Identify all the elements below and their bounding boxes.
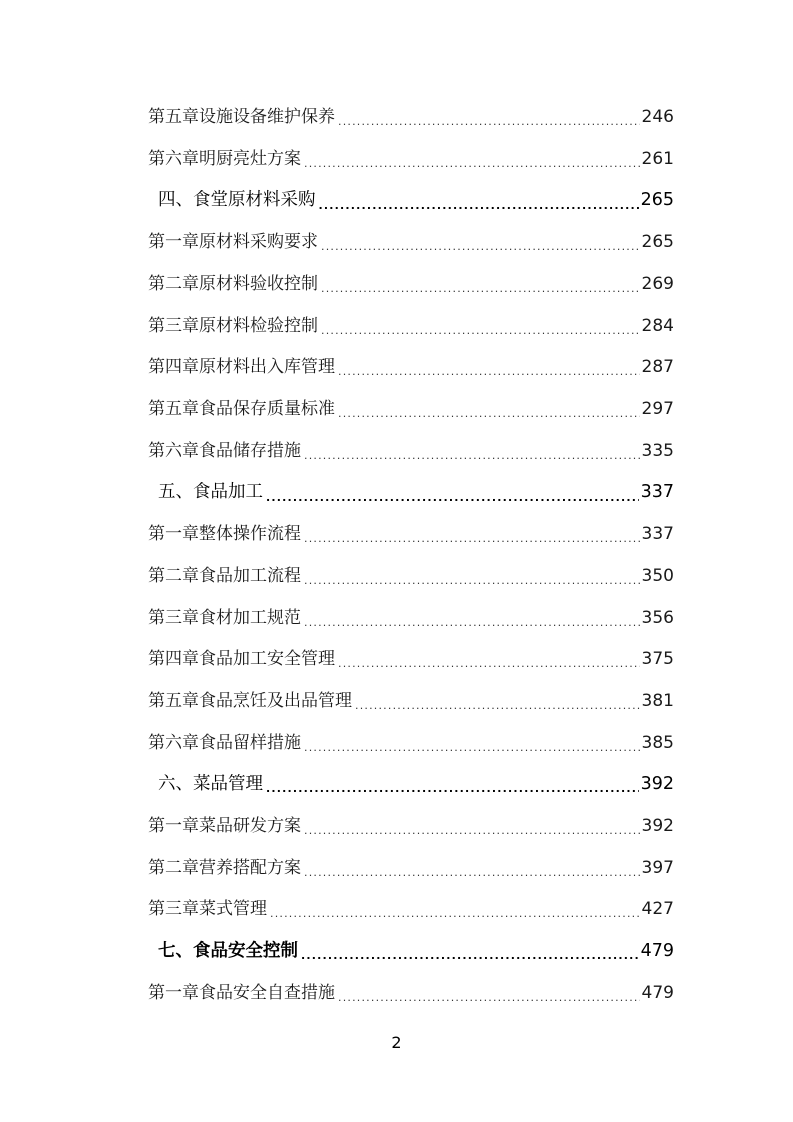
toc-section-entry[interactable] xyxy=(148,931,674,973)
toc-entry[interactable] xyxy=(148,97,674,139)
toc-dot-leader xyxy=(266,783,639,794)
toc-dot-leader xyxy=(304,867,640,878)
toc-dot-leader xyxy=(355,700,640,711)
toc-entry-page: 350 xyxy=(641,565,674,586)
toc-section-title: 七、食品安全控制 xyxy=(158,940,298,961)
toc-entry[interactable] xyxy=(148,847,674,889)
toc-entry-title: 第六章食品储存措施 xyxy=(148,440,301,461)
toc-entry[interactable] xyxy=(148,514,674,556)
toc-entry-title: 第四章原材料出入库管理 xyxy=(148,357,335,378)
toc-dot-leader xyxy=(304,575,640,586)
toc-entry-page: 337 xyxy=(640,482,674,503)
toc-entry-page: 284 xyxy=(641,315,674,336)
toc-dot-leader xyxy=(321,283,640,294)
toc-dot-leader xyxy=(266,492,639,503)
toc-entry-title: 第一章菜品研发方案 xyxy=(148,816,301,837)
toc-dot-leader xyxy=(338,366,640,377)
toc-entry-page: 265 xyxy=(640,190,674,211)
toc-entry-page: 265 xyxy=(641,232,674,253)
toc-entry-title: 第四章食品加工安全管理 xyxy=(148,649,335,670)
toc-section-entry[interactable] xyxy=(148,180,674,222)
toc-entry-title: 第五章设施设备维护保养 xyxy=(148,107,335,128)
toc-dot-leader xyxy=(304,617,640,628)
toc-entry-title: 第一章原材料采购要求 xyxy=(148,232,318,253)
toc-entry[interactable] xyxy=(148,972,674,1014)
toc-entry-title: 第三章食材加工规范 xyxy=(148,607,301,628)
toc-dot-leader xyxy=(321,241,640,252)
toc-dot-leader xyxy=(301,950,639,961)
page-number: 2 xyxy=(391,1033,402,1052)
toc-entry[interactable] xyxy=(148,556,674,598)
toc-entry-page: 479 xyxy=(641,982,674,1003)
toc-entry-page: 335 xyxy=(641,440,674,461)
toc-entry-title: 第二章原材料验收控制 xyxy=(148,274,318,295)
toc-entry[interactable] xyxy=(148,139,674,181)
toc-dot-leader xyxy=(338,992,640,1003)
toc-entry-page: 297 xyxy=(641,399,674,420)
toc-dot-leader xyxy=(304,450,640,461)
toc-entry[interactable] xyxy=(148,722,674,764)
toc-entry[interactable] xyxy=(148,305,674,347)
toc-entry[interactable] xyxy=(148,347,674,389)
toc-entry-page: 392 xyxy=(641,816,674,837)
toc-entry-page: 337 xyxy=(641,524,674,545)
toc-entry-title: 第六章明厨亮灶方案 xyxy=(148,149,301,170)
toc-entry-title: 第三章菜式管理 xyxy=(148,899,267,920)
toc-dot-leader xyxy=(338,116,640,127)
table-of-contents xyxy=(148,97,674,1014)
toc-entry-title: 第二章营养搭配方案 xyxy=(148,857,301,878)
toc-entry[interactable] xyxy=(148,806,674,848)
toc-entry[interactable] xyxy=(148,681,674,723)
toc-entry[interactable] xyxy=(148,389,674,431)
toc-entry-page: 427 xyxy=(641,899,674,920)
toc-dot-leader xyxy=(304,825,640,836)
toc-dot-leader xyxy=(270,908,640,919)
toc-entry-page: 356 xyxy=(641,607,674,628)
toc-entry[interactable] xyxy=(148,639,674,681)
toc-entry-title: 第一章食品安全自查措施 xyxy=(148,982,335,1003)
toc-dot-leader xyxy=(321,325,640,336)
toc-entry-page: 385 xyxy=(641,732,674,753)
toc-entry-title: 第六章食品留样措施 xyxy=(148,732,301,753)
toc-entry[interactable] xyxy=(148,597,674,639)
toc-entry-title: 第二章食品加工流程 xyxy=(148,565,301,586)
toc-entry[interactable] xyxy=(148,222,674,264)
toc-entry-page: 381 xyxy=(641,690,674,711)
toc-entry-page: 392 xyxy=(640,774,674,795)
toc-dot-leader xyxy=(304,742,640,753)
toc-dot-leader xyxy=(319,200,639,211)
toc-entry-page: 397 xyxy=(641,857,674,878)
toc-section-title: 五、食品加工 xyxy=(158,482,263,503)
toc-entry[interactable] xyxy=(148,889,674,931)
toc-entry-page: 261 xyxy=(641,149,674,170)
toc-entry-title: 第五章食品烹饪及出品管理 xyxy=(148,690,352,711)
toc-entry-page: 269 xyxy=(641,274,674,295)
toc-entry-page: 375 xyxy=(641,649,674,670)
toc-entry-page: 287 xyxy=(641,357,674,378)
toc-entry[interactable] xyxy=(148,264,674,306)
toc-entry-page: 246 xyxy=(641,107,674,128)
toc-dot-leader xyxy=(304,158,640,169)
toc-dot-leader xyxy=(338,408,640,419)
toc-dot-leader xyxy=(304,533,640,544)
toc-section-title: 六、菜品管理 xyxy=(158,774,263,795)
toc-entry-title: 第三章原材料检验控制 xyxy=(148,315,318,336)
toc-section-title: 四、食堂原材料采购 xyxy=(158,190,316,211)
toc-entry-page: 479 xyxy=(640,940,674,961)
toc-section-entry[interactable] xyxy=(148,472,674,514)
toc-entry-title: 第一章整体操作流程 xyxy=(148,524,301,545)
toc-entry[interactable] xyxy=(148,431,674,473)
toc-section-entry[interactable] xyxy=(148,764,674,806)
toc-entry-title: 第五章食品保存质量标准 xyxy=(148,399,335,420)
toc-dot-leader xyxy=(338,658,640,669)
